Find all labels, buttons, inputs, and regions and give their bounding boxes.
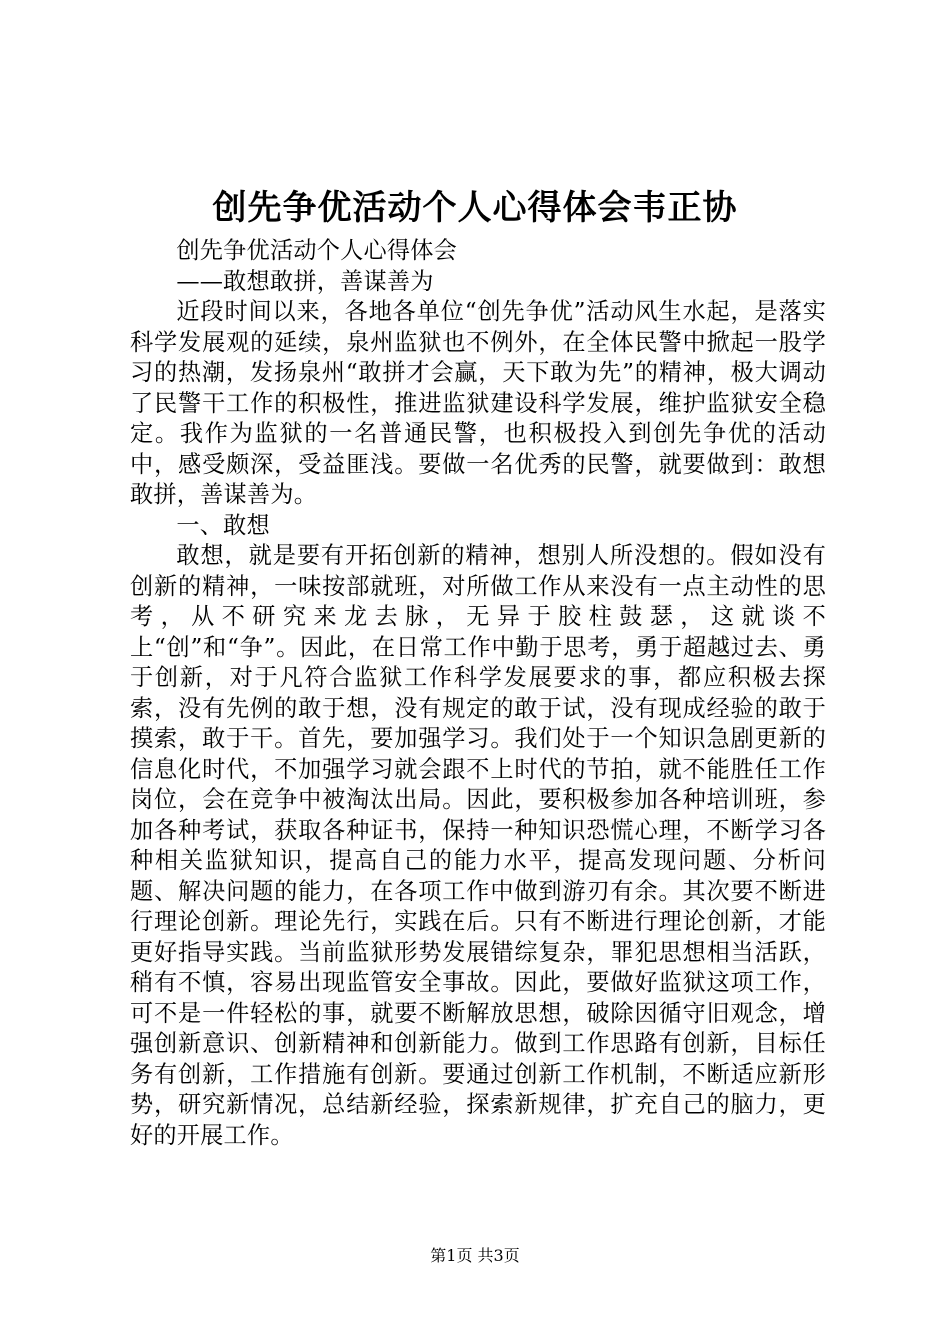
section-heading-1: 一、敢想 xyxy=(176,511,270,539)
document-body xyxy=(130,236,826,1151)
paragraph-intro: 近段时间以来，各地各单位“创先争优”活动风生水起，是落实科学发展观的延续，泉州监狱也不例外，在全体民警中掀起一股学习的热潮，发扬泉州“敢拼才会赢，天下敢为先”的精神，极大调动了民警干工作的积极性，推进监狱建设科学发展，维护监狱安全稳定。我作为监狱的一名普通民警，也积极投入到创先争优的活动中，感受颇深，受益匪浅。要做一名优秀的民警，就要做到：敢想敢拼，善谋善为。 xyxy=(130,298,826,508)
document-title: 创先争优活动个人心得体会韦正协 xyxy=(212,188,738,228)
document-subtitle: 创先争优活动个人心得体会 xyxy=(176,237,458,264)
paragraph-section-1: 敢想，就是要有开拓创新的精神，想别人所没想的。假如没有创新的精神，一味按部就班，对所做工作从来没有一点主动性的思考，从不研究来龙去脉，无异于胶柱鼓瑟，这就谈不上“创”和“争”。因此，在日常工作中勤于思考，勇于超越过去、勇于创新，对于凡符合监狱工作科学发展要求的事，都应积极去探索，没有先例的敢于想，没有规定的敢于试，没有现成经验的敢于摸索，敢于干。首先，要加强学习。我们处于一个知识急剧更新的信息化时代，不加强学习就会跟不上时代的节拍，就不能胜任工作岗位，会在竞争中被淘汰出局。因此，要积极参加各种培训班，参加各种考试，获取各种证书，保持一种知识恐慌心理，不断学习各种相关监狱知识，提高自己的能力水平，提高发现问题、分析问题、解决问题的能力，在各项工作中做到游刃有余。其次要不断进行理论创新。理论先行，实践在后。只有不断进行理论创新，才能更好指导实践。当前监狱形势发展错综复杂，罪犯思想相当活跃，稍有不慎，容易出现监管安全事故。因此，要做好监狱这项工作，可不是一件轻松的事，就要不断解放思想，破除因循守旧观念，增强创新意识、创新精神和创新能力。做到工作思路有创新，目标任务有创新，工作措施有创新。要通过创新工作机制，不断适应新形势，研究新情况，总结新经验，探索新规律，扩充自己的脑力，更好的开展工作。 xyxy=(130,542,826,1149)
document-subheading: ——敢想敢拼，善谋善为 xyxy=(176,267,434,295)
page-footer: 第1页 共3页 xyxy=(430,1246,520,1265)
